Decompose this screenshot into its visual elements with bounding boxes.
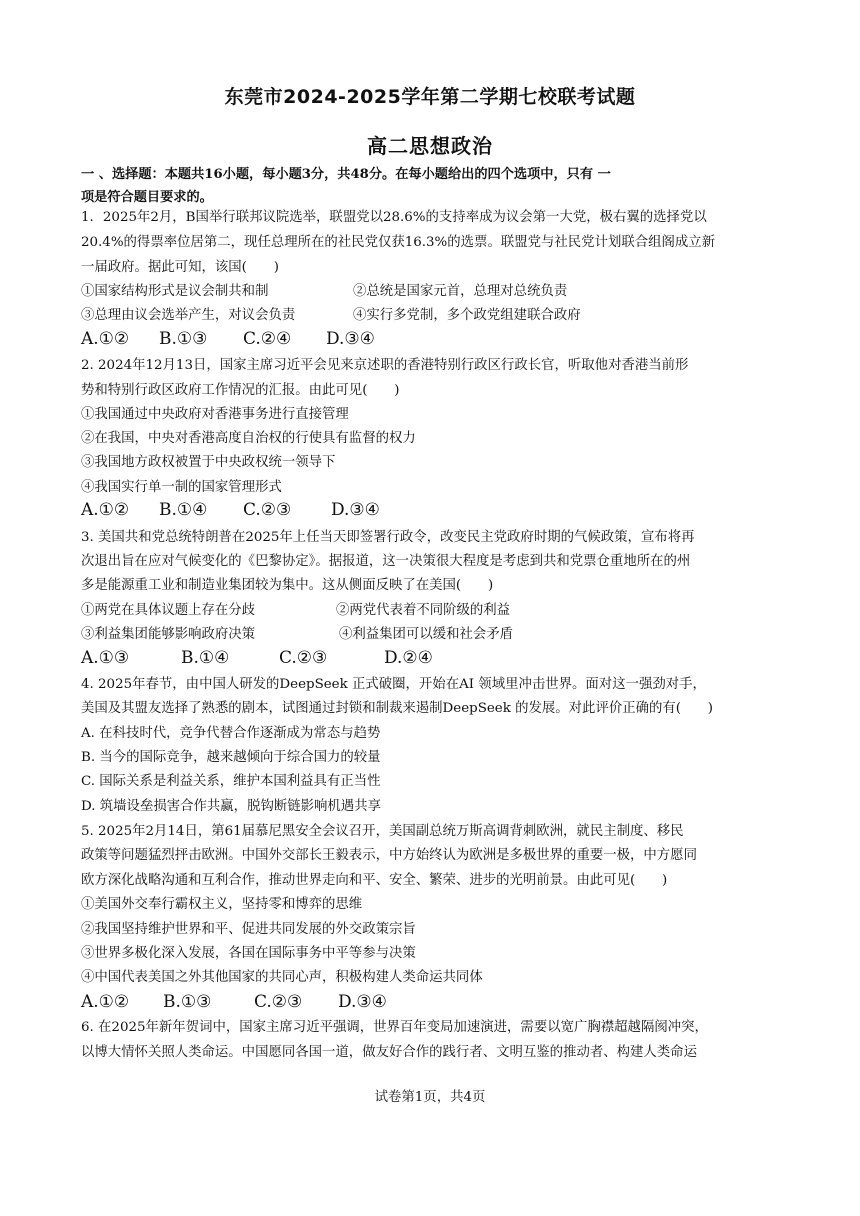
q4-option-d[interactable]: D. 筑墙设垒损害合作共赢，脱钩断链影响机遇共享: [81, 799, 381, 814]
q3-stem-line: 多是能源重工业和制造业集团较为集中。这从侧面反映了在美国( ): [81, 578, 494, 593]
q1-stem-line: 1．2025年2月，B国举行联邦议院选举，联盟党以28.6%的支持率成为议会第一大党，极右翼的选择党以: [81, 210, 707, 225]
q5-option-d[interactable]: D.③④: [338, 992, 387, 1012]
q2-option-b[interactable]: B.①④: [159, 500, 208, 520]
section-heading-line: 项是符合题目要求的。: [81, 190, 213, 205]
q1-option-a[interactable]: A.①②: [81, 329, 130, 349]
q3-statement: ②两党代表着不同阶级的利益: [336, 603, 511, 618]
q1-statement: ④实行多党制，多个政党组建联合政府: [353, 308, 581, 323]
q1-statement: ②总统是国家元首，总理对总统负责: [353, 284, 568, 299]
q2-stem-line: 势和特别行政区政府工作情况的汇报。由此可见( ): [81, 383, 400, 398]
q3-statement: ④利益集团可以缓和社会矛盾: [339, 627, 514, 642]
q6-stem-line: 6. 在2025年新年贺词中，国家主席习近平强调，世界百年变局加速演进，需要以宽广胸襟超越隔阂冲突，: [81, 1020, 708, 1035]
q3-option-d[interactable]: D.②④: [384, 648, 433, 668]
q5-statement: ③世界多极化深入发展，各国在国际事务中平等参与决策: [81, 946, 416, 961]
q5-stem-line: 欧方深化战略沟通和互利合作，推动世界走向和平、安全、繁荣、进步的光明前景。由此可见( ): [81, 873, 668, 888]
q1-stem-line: 一届政府。据此可知，该国( ): [81, 260, 279, 275]
q4-option-b[interactable]: B. 当今的国际竞争，越来越倾向于综合国力的较量: [81, 750, 381, 765]
q3-stem-line: 次退出旨在应对气候变化的《巴黎协定》。据报道，这一决策很大程度是考虑到共和党票仓重地所在的州: [81, 554, 691, 569]
q1-stem-line: 20.4%的得票率位居第二，现任总理所在的社民党仅获16.3%的选票。联盟党与社民党计划联合组阁成立新: [81, 235, 716, 250]
section-heading: [81, 163, 781, 209]
q1-option-d[interactable]: D.③④: [326, 329, 375, 349]
q2-stem-line: 2. 2024年12月13日，国家主席习近平会见来京述职的香港特别行政区行政长官，听取他对香港当前形: [81, 358, 689, 373]
q2-option-a[interactable]: A.①②: [81, 500, 130, 520]
q2-statement: ①我国通过中央政府对香港事务进行直接管理: [81, 407, 349, 422]
q5-statement: ④中国代表美国之外其他国家的共同心声，积极构建人类命运共同体: [81, 970, 483, 985]
q4-option-c[interactable]: C. 国际关系是利益关系，维护本国利益具有正当性: [81, 774, 381, 789]
q4-stem-line: 美国及其盟友选择了熟悉的剧本，试图通过封锁和制裁来遏制DeepSeek 的发展。对此评价正确的有( ): [81, 701, 714, 716]
q2-statement: ③我国地方政权被置于中央政权统一领导下: [81, 455, 336, 470]
section-heading-line: 一 、选择题：本题共16小题，每小题3分，共48分。在每小题给出的四个选项中，只有 一: [81, 167, 611, 182]
q1-statement: ①国家结构形式是议会制共和制: [81, 284, 269, 299]
q5-option-c[interactable]: C.②③: [254, 992, 303, 1012]
q3-statement: ①两党在具体议题上存在分歧: [81, 603, 256, 618]
q3-option-a[interactable]: A.①③: [81, 648, 130, 668]
exam-title: 东莞市2024-2025学年第二学期七校联考试题: [224, 86, 636, 108]
exam-subject: 高二思想政治: [367, 134, 493, 158]
q3-option-c[interactable]: C.②③: [279, 648, 328, 668]
q2-option-c[interactable]: C.②③: [243, 500, 292, 520]
q1-option-b[interactable]: B.①③: [159, 329, 208, 349]
q4-option-a[interactable]: A. 在科技时代，竞争代替合作逐渐成为常态与趋势: [81, 726, 381, 741]
q5-statement: ①美国外交奉行霸权主义，坚持零和博弈的思维: [81, 897, 363, 912]
q3-option-b[interactable]: B.①④: [181, 648, 230, 668]
q3-statement: ③利益集团能够影响政府决策: [81, 627, 256, 642]
q5-stem-line: 政策等问题猛烈抨击欧洲。中国外交部长王毅表示，中方始终认为欧洲是多极世界的重要一极，中方愿同: [81, 848, 697, 863]
q4-stem-line: 4. 2025年春节，由中国人研发的DeepSeek 正式破圈，开始在AI 领域里冲击世界。面对这一强劲对手，: [81, 677, 706, 692]
q1-option-c[interactable]: C.②④: [243, 329, 292, 349]
page-footer: 试卷第1页，共4页: [374, 1090, 486, 1105]
q2-statement: ②在我国，中央对香港高度自治权的行使具有监督的权力: [81, 431, 416, 446]
q3-stem-line: 3. 美国共和党总统特朗普在2025年上任当天即签署行政令，改变民主党政府时期的气候政策，宣布将再: [81, 530, 695, 545]
q2-statement: ④我国实行单一制的国家管理形式: [81, 480, 282, 495]
q2-option-d[interactable]: D.③④: [331, 500, 380, 520]
q5-stem-line: 5. 2025年2月14日，第61届慕尼黑安全会议召开，美国副总统万斯高调背刺欧洲，就民主制度、移民: [81, 824, 684, 839]
q6-stem-line: 以博大情怀关照人类命运。中国愿同各国一道，做友好合作的践行者、文明互鉴的推动者、构建人类命运: [81, 1045, 697, 1060]
q5-option-b[interactable]: B.①③: [163, 992, 212, 1012]
q5-option-a[interactable]: A.①②: [81, 992, 130, 1012]
q1-statement: ③总理由议会选举产生，对议会负责: [81, 308, 296, 323]
q5-statement: ②我国坚持维护世界和平、促进共同发展的外交政策宗旨: [81, 922, 416, 937]
